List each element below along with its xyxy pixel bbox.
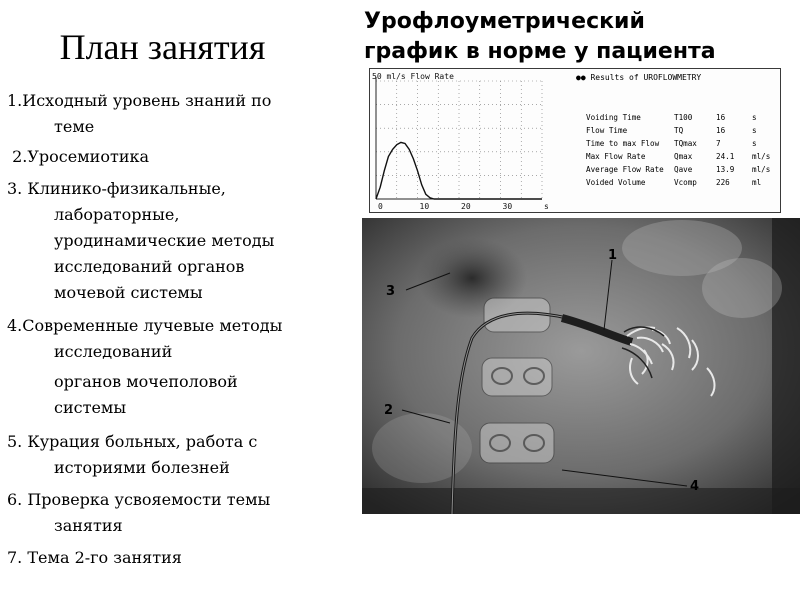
x-tick-label: 20: [461, 202, 471, 211]
results-code: T100: [674, 113, 693, 122]
list-item-line: 5. Курация больных, работа с: [7, 432, 258, 451]
uroflow-logo-icon: ●●: [576, 73, 586, 82]
xray-image: [362, 218, 800, 514]
list-item-line: мочевой системы: [54, 283, 203, 302]
list-item: [7, 176, 337, 306]
results-unit: s: [752, 113, 757, 122]
xray-label-3: 3: [386, 284, 396, 299]
results-value: 24.1: [716, 152, 735, 161]
list-item-line: 4.Современные лучевые методы: [7, 316, 283, 335]
list-item-line: исследований: [54, 342, 173, 361]
list-item: [7, 88, 337, 140]
list-item: [7, 313, 337, 421]
results-code: Qmax: [674, 152, 693, 161]
results-value: 16: [716, 126, 726, 135]
results-label: Voided Volume: [586, 178, 646, 187]
list-item-line: теме: [54, 117, 95, 136]
list-item-line: уродинамические методы: [54, 231, 275, 250]
xray-label-2: 2: [384, 403, 394, 418]
results-label: Voiding Time: [586, 113, 641, 122]
page-title: План занятия: [59, 27, 266, 67]
results-unit: ml/s: [752, 152, 771, 161]
results-header: [576, 73, 701, 82]
list-item: [7, 545, 337, 571]
list-item: [7, 487, 337, 539]
x-tick-label: s: [544, 202, 549, 211]
list-item-line: 2.Уросемиотика: [7, 147, 150, 166]
results-code: Qave: [674, 165, 693, 174]
results-table: [576, 69, 780, 212]
list-item-line: органов мочеполовой: [54, 372, 238, 391]
flow-rate-chart: [370, 69, 576, 212]
list-item-line: историями болезней: [54, 458, 230, 477]
list-item-line: 3. Клинико-физикальные,: [7, 179, 226, 198]
list-item-line: исследований органов: [54, 257, 245, 276]
list-item-line: 6. Проверка усвояемости темы: [7, 490, 271, 509]
results-value: 7: [716, 139, 721, 148]
list-item-line: занятия: [54, 516, 123, 535]
results-unit: s: [752, 139, 757, 148]
x-tick-label: 0: [378, 202, 383, 211]
results-value: 226: [716, 178, 730, 187]
results-unit: ml/s: [752, 165, 771, 174]
xray-label-4: 4: [690, 479, 700, 494]
results-label: Flow Time: [586, 126, 628, 135]
x-tick-label: 10: [419, 202, 430, 211]
results-unit: s: [752, 126, 757, 135]
list-item-line: 1.Исходный уровень знаний по: [7, 91, 272, 110]
list-item-line: 7. Тема 2-го занятия: [7, 548, 182, 567]
flow-rate-line: [376, 142, 542, 199]
results-code: TQmax: [674, 139, 697, 148]
list-item: [7, 429, 337, 481]
list-item-line: системы: [54, 398, 127, 417]
results-code: Vcomp: [674, 178, 697, 187]
results-label: Time to max Flow: [586, 139, 660, 148]
section-title: [364, 7, 800, 67]
uroflowmetry-printout: [369, 68, 781, 213]
section-title-line: Урофлоуметрический: [364, 9, 645, 34]
results-unit: ml: [752, 178, 762, 187]
results-code: TQ: [674, 126, 684, 135]
results-value: 13.9: [716, 165, 735, 174]
xray-label-1: 1: [608, 248, 618, 263]
list-item-line: лабораторные,: [54, 205, 180, 224]
results-label: Max Flow Rate: [586, 152, 646, 161]
chart-title: 50 ml/s Flow Rate: [372, 72, 454, 81]
results-label: Average Flow Rate: [586, 165, 664, 174]
section-title-line: график в норме у пациента: [364, 39, 716, 64]
x-tick-label: 30: [502, 202, 513, 211]
results-header-text: Results of UROFLOWMETRY: [590, 73, 702, 82]
results-value: 16: [716, 113, 726, 122]
list-item: [7, 144, 337, 170]
xray-picture: [362, 218, 800, 514]
